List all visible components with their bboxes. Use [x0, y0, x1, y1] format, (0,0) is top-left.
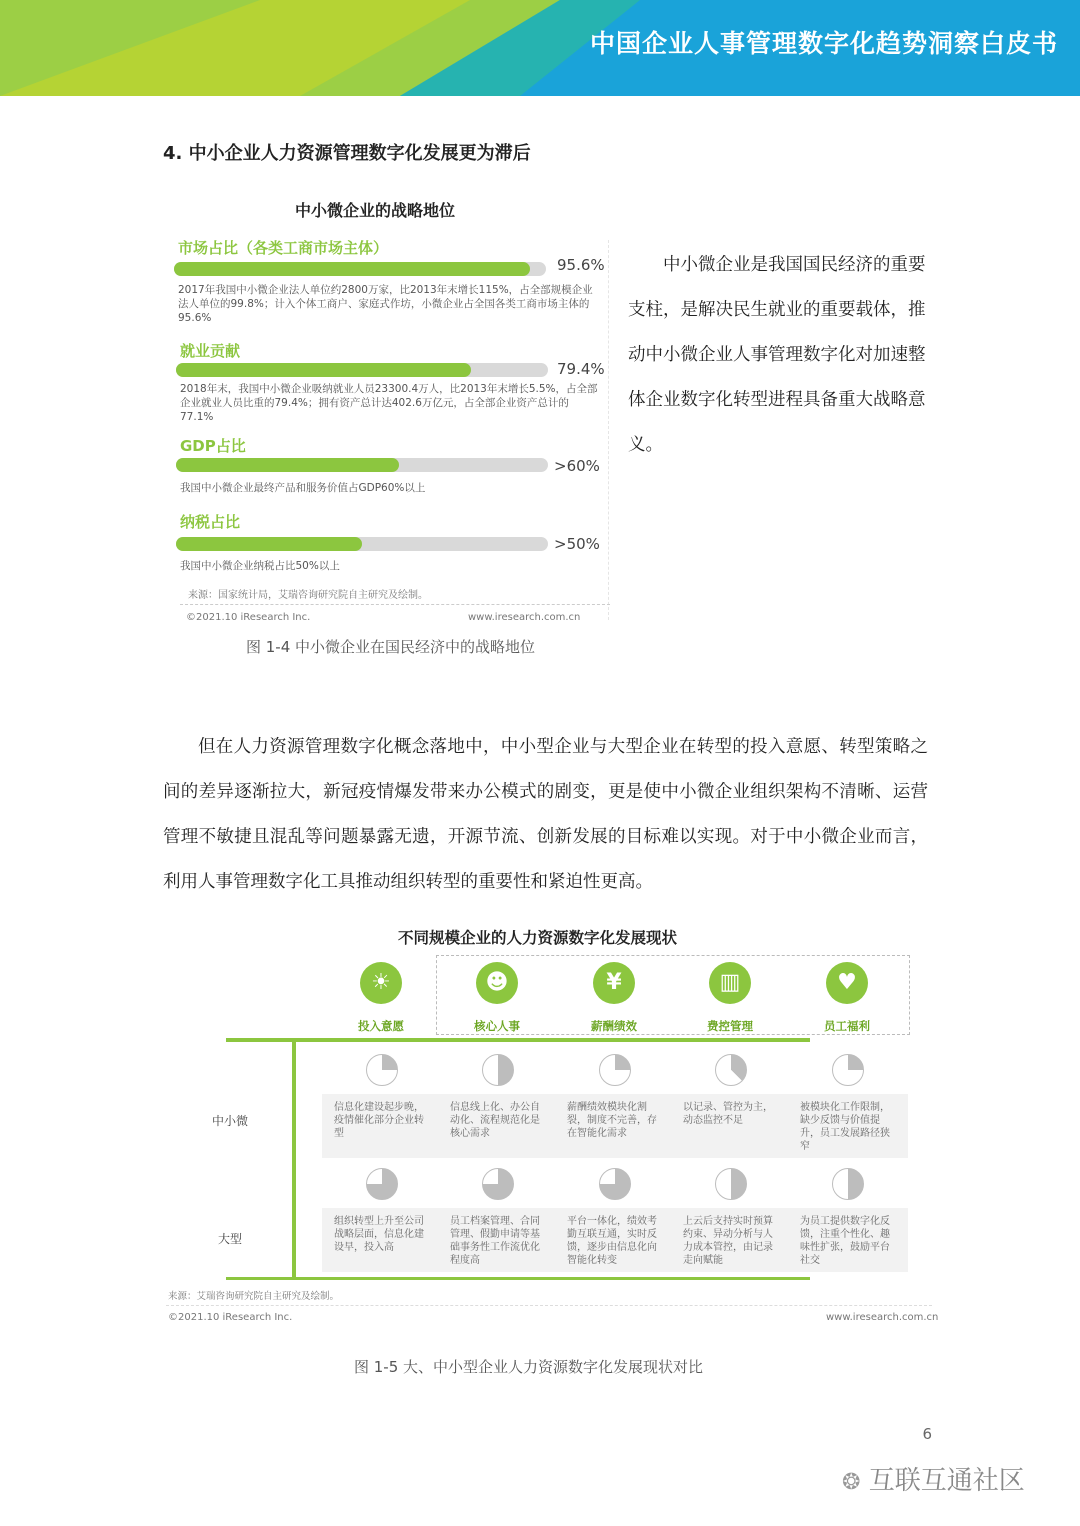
chart2-caption: 图 1-5 大、中小型企业人力资源数字化发展现状对比 — [354, 1358, 704, 1376]
metric-description: 2018年末，我国中小微企业吸纳就业人员23300.4万人，比2013年末增长5.5%，占全部企业就业人员比重的79.4%；拥有资产总计达402.6万亿元，占全部企业资产总计的77.1% — [180, 383, 598, 423]
metric-bar-track — [176, 537, 548, 551]
maturity-pie-icon — [715, 1054, 747, 1086]
chart2-vertical-rule — [292, 1042, 296, 1278]
grid-cell-text: 被模块化工作限制，缺少反馈与价值提升，员工发展路径狭窄 — [800, 1102, 890, 1152]
chart2-divider — [166, 1305, 932, 1307]
grid-cell-text: 平台一体化，绩效考勤互联互通，实时反馈，逐步由信息化向智能化转变 — [567, 1216, 657, 1266]
metric-bar-track — [174, 262, 546, 276]
chart1-divider — [180, 604, 610, 606]
maturity-pie-icon — [599, 1168, 631, 1200]
metric-value: >50% — [554, 535, 600, 553]
category-label: 核心人事 — [474, 1019, 520, 1033]
section-title: 4. 中小企业人力资源管理数字化发展更为滞后 — [163, 143, 531, 164]
header-title: 中国企业人事管理数字化趋势洞察白皮书 — [589, 29, 1058, 58]
chart1-right-border — [608, 240, 609, 620]
metric-label: GDP占比 — [180, 437, 246, 455]
side-paragraph: 中小微企业是我国国民经济的重要支柱，是解决民生就业的重要载体，推动中小微企业人事管理数字化对加速整体企业数字化转型进程具备重大战略意义。 — [628, 255, 926, 455]
gift-hands-icon-glyph: ♥ — [837, 970, 857, 995]
chart1-caption: 图 1-4 中小微企业在国民经济中的战略地位 — [246, 638, 536, 656]
category-header — [559, 962, 669, 1034]
grid-cell-text: 上云后支持实时预算约束、异动分析与人力成本管控，由记录走向赋能 — [683, 1216, 773, 1266]
category-label: 投入意愿 — [358, 1019, 404, 1033]
category-label: 员工福利 — [824, 1019, 870, 1033]
metric-bar-fill — [174, 262, 530, 276]
category-header — [326, 962, 436, 1034]
metric-bar-fill — [176, 458, 399, 472]
maturity-pie-icon — [715, 1168, 747, 1200]
metric-bar-fill — [176, 537, 362, 551]
page-header-banner — [0, 0, 1080, 96]
metric-description: 2017年我国中小微企业法人单位约2800万家，比2013年末增长115%，占全部规模企业法人单位的99.8%；计入个体工商户、家庭式作坊，小微企业占全国各类工商市场主体的95.6% — [178, 284, 593, 324]
grid-cell-text: 薪酬绩效模块化割裂，制度不完善，存在智能化需求 — [567, 1102, 657, 1139]
chart2-website: www.iresearch.com.cn — [826, 1312, 939, 1323]
category-label: 费控管理 — [707, 1019, 753, 1033]
metric-value: 95.6% — [557, 256, 605, 274]
grid-cell-text: 为员工提供数字化反馈，注重个性化、趣味性扩张，鼓励平台社交 — [800, 1216, 890, 1266]
metric-bar-track — [176, 363, 548, 377]
chart2-copyright: ©2021.10 iResearch Inc. — [168, 1312, 293, 1323]
chart1-title: 中小微企业的战略地位 — [295, 201, 456, 220]
money-bag-icon — [593, 962, 635, 1004]
body-paragraph: 但在人力资源管理数字化概念落地中，中小型企业与大型企业在转型的投入意愿、转型策略之间的差异逐渐拉大，新冠疫情爆发带来办公模式的剧变，更是使中小微企业组织架构不清晰、运营管理不敏捷且混乱等问题暴露无遗，开源节流、创新发展的目标难以实现。对于中小微企业而言，利用人事管理数字化工具推动组织转型的重要性和紧迫性更高。 — [163, 737, 928, 892]
row-label-large: 大型 — [218, 1232, 243, 1246]
maturity-pie-icon — [482, 1054, 514, 1086]
metric-value: >60% — [554, 457, 600, 475]
chart2-title: 不同规模企业的人力资源数字化发展现状 — [398, 929, 678, 947]
gift-hands-icon — [826, 962, 868, 1004]
people-icon — [476, 962, 518, 1004]
grid-cell-text: 信息线上化、办公自动化、流程规范化是核心需求 — [450, 1102, 540, 1139]
metric-label: 纳税占比 — [180, 513, 241, 531]
category-label: 薪酬绩效 — [591, 1019, 637, 1033]
chart2-bottom-rule — [226, 1277, 810, 1280]
metric-description: 我国中小微企业纳税占比50%以上 — [180, 560, 340, 572]
metric-label: 市场占比（各类工商市场主体） — [178, 239, 389, 257]
chart1-source: 来源：国家统计局，艾瑞咨询研究院自主研究及绘制。 — [188, 590, 428, 601]
grid-cell-text: 组织转型上升至公司战略层面，信息化建设早，投入高 — [334, 1216, 424, 1253]
metric-value: 79.4% — [557, 360, 605, 378]
metric-label: 就业贡献 — [180, 342, 241, 360]
grid-cell-text: 员工档案管理、合同管理、假勤申请等基础事务性工作流优化程度高 — [450, 1216, 540, 1266]
category-header — [442, 962, 552, 1034]
chart2-source: 来源：艾瑞咨询研究院自主研究及绘制。 — [168, 1291, 340, 1302]
chart2-top-rule — [226, 1038, 810, 1042]
maturity-pie-icon — [832, 1168, 864, 1200]
grid-cell-text: 信息化建设起步晚，疫情催化部分企业转型 — [334, 1102, 424, 1139]
category-header — [675, 962, 785, 1034]
bar-chart-icon-glyph: ▥ — [719, 970, 741, 995]
grid-cell-text: 以记录、管控为主，动态监控不足 — [683, 1102, 773, 1126]
watermark-text: 互联互通社区 — [868, 1466, 1025, 1496]
bar-chart-icon — [709, 962, 751, 1004]
money-bag-icon-glyph: ¥ — [606, 970, 622, 995]
category-header — [792, 962, 902, 1034]
lightbulb-icon-glyph: ☀ — [371, 970, 391, 995]
page-number: 6 — [922, 1425, 932, 1443]
chart1-website: www.iresearch.com.cn — [468, 612, 581, 623]
maturity-pie-icon — [482, 1168, 514, 1200]
metric-bar-fill — [176, 363, 471, 377]
maturity-pie-icon — [599, 1054, 631, 1086]
maturity-pie-icon — [366, 1054, 398, 1086]
people-icon-glyph: ☻ — [485, 970, 509, 995]
chart1-copyright: ©2021.10 iResearch Inc. — [186, 612, 311, 623]
maturity-pie-icon — [366, 1168, 398, 1200]
wechat-icon: ❂ — [842, 1470, 861, 1495]
row-label-small: 中小微 — [212, 1114, 249, 1128]
metric-bar-track — [176, 458, 548, 472]
watermark — [842, 1460, 1025, 1497]
maturity-pie-icon — [832, 1054, 864, 1086]
metric-description: 我国中小微企业最终产品和服务价值占GDP60%以上 — [180, 482, 426, 494]
lightbulb-icon — [360, 962, 402, 1004]
